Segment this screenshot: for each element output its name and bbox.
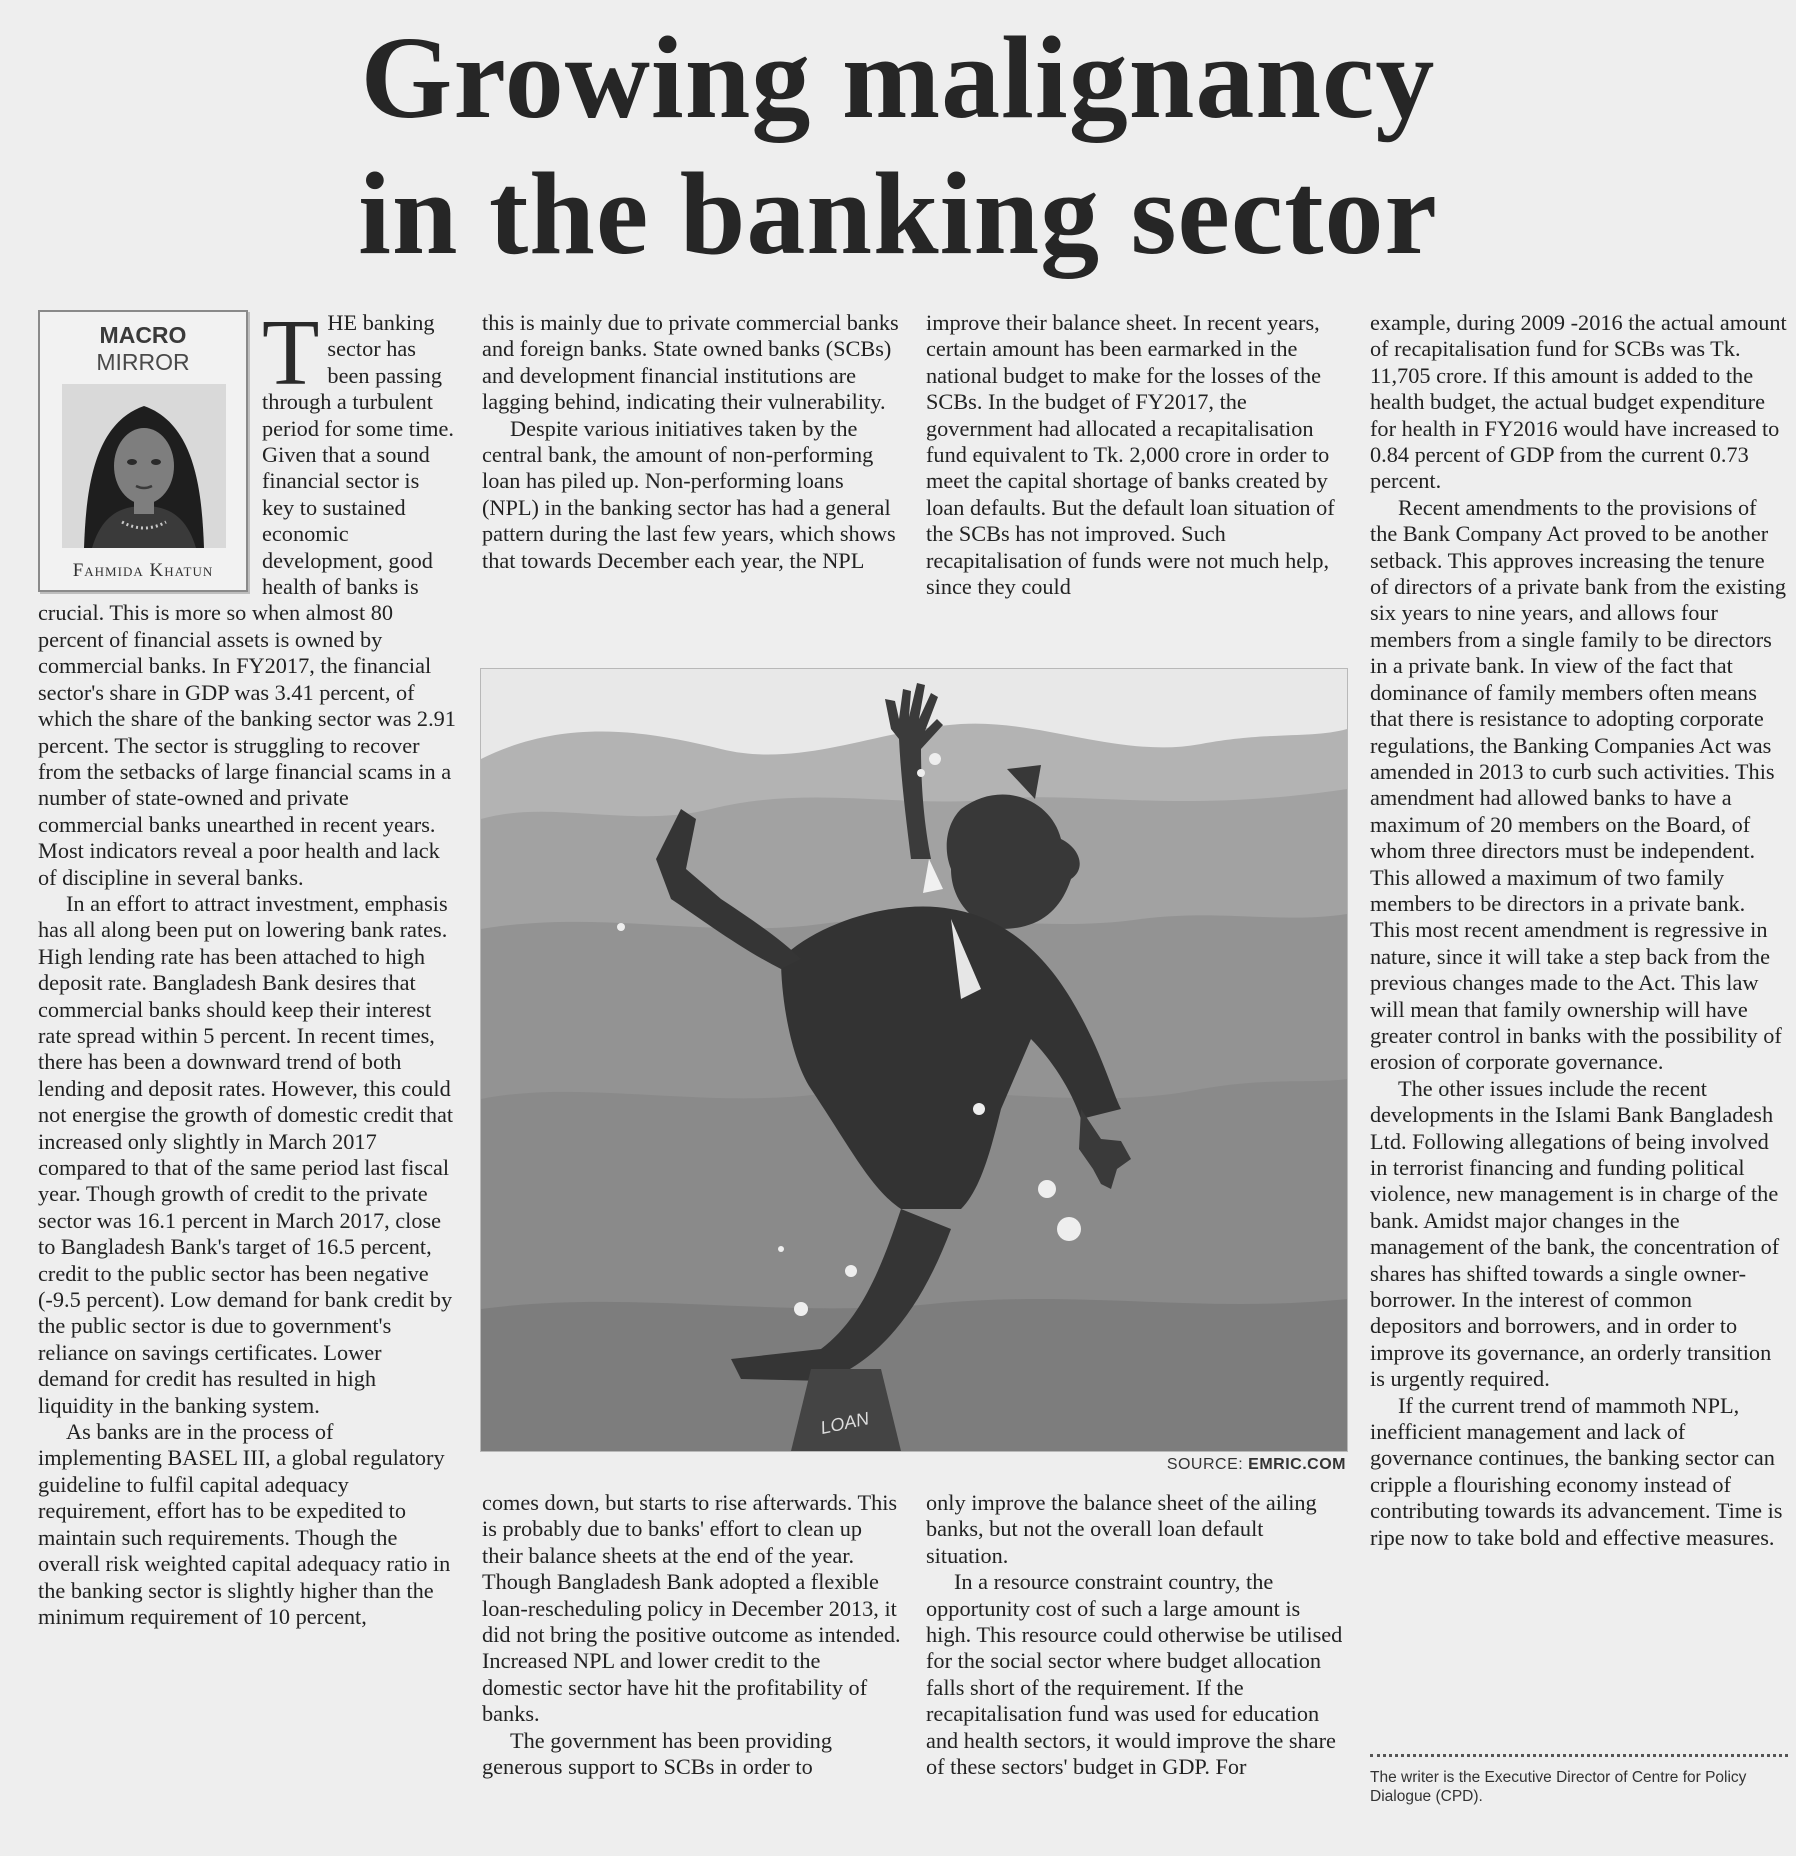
article-paragraph: Recent amendments to the provisions of the Bank Company Act proved to be another setback. This approves increasing the tenure of directors of a private bank from the existing six years to nine years, and allows four members from a single family to be directors in a private bank. In view of the fact that dominance of family members often means that there is resistance to adopting corporate regulations, the Banking Companies Act was amended in 2013 to curb such activities. This amendment had allowed banks to have a maximum of 20 members on the Board, of whom three directors must be independent. This allowed a maximum of two family members to be directors in a private bank. This most recent amendment is regressive in nature, since it will take a step back from the previous changes made to the Act. This law will mean that family ownership will have greater control in banks with the possibility of erosion of corporate governance. — [1370, 494, 1787, 1075]
headline-line-2: in the banking sector — [358, 148, 1438, 279]
article-paragraph: comes down, but starts to rise afterwards. This is probably due to banks' effort to clean up their balance sheets at the end of the year. Though Bangladesh Bank adopted a flexible loan-rescheduling policy in December 2013, it did not bring the positive outcome as intended. Increased NPL and lower credit to the domestic sector have hit the profitability of banks. — [482, 1490, 901, 1727]
author-name: Fahmida Khatun — [72, 559, 214, 581]
source-name: EMRIC.COM — [1248, 1456, 1346, 1473]
article-paragraph: improve their balance sheet. In recent years, certain amount has been earmarked in the national budget to make for the losses of the SCBs. In the budget of FY2017, the government had allocated a recapitalisation fund equivalent to Tk. 2,000 crore in order to meet the capital shortage of banks created by loan defaults. But the default loan situation of the SCBs has not improved. Such recapitalisation of funds were not much help, since they could — [926, 310, 1335, 600]
article-paragraph: As banks are in the process of implementing BASEL III, a global regulatory guideline to fulfil capital adequacy requirement, effort has to be expedited to maintain such requirements. Though the overall risk weighted capital adequacy ratio in the banking sector is slightly higher than the minimum requirement of 10 percent, — [38, 1419, 451, 1629]
article-paragraph: Despite various initiatives taken by the central bank, the amount of non-performing loan has piled up. Non-performing loans (NPL) in the banking sector has had a general pattern during the last few years, which shows that towards December each year, the NPL — [482, 415, 896, 573]
loan-weight-label: LOAN — [818, 1408, 871, 1439]
headline-line-1: Growing malignancy — [360, 12, 1436, 143]
source-label: SOURCE: — [1166, 1456, 1244, 1473]
column-badge — [38, 310, 248, 592]
column-badge-subtitle: MIRROR — [96, 349, 190, 375]
author-footnote: The writer is the Executive Director of Centre for Policy Dialogue (CPD). — [1370, 1769, 1747, 1805]
article-paragraph: If the current trend of mammoth NPL, inefficient management and lack of governance continues, the banking sector can cripple a flourishing economy instead of contributing towards its advancement. Time is ripe now to take bold and effective measures. — [1370, 1392, 1783, 1550]
author-portrait — [62, 384, 226, 548]
article-paragraph: In an effort to attract investment, emphasis has all along been put on lowering bank rates. High lending rate has been attached to high deposit rate. Bangladesh Bank desires that commercial banks should keep their interest rate spread within 5 percent. In recent times, there has been a downward trend of both lending and deposit rates. However, this could not energise the growth of domestic credit that increased only slightly in March 2017 compared to that of the same period last fiscal year. Though growth of credit to the private sector was 16.1 percent in March 2017, close to Bangladesh Bank's target of 16.5 percent, credit to the public sector has been negative (-9.5 percent). Low demand for bank credit by the public sector is due to government's reliance on savings certificates. Lower demand for credit has resulted in high liquidity in the banking system. — [38, 890, 454, 1418]
drop-cap: T — [262, 301, 320, 405]
drowning-man-illustration — [480, 668, 1348, 1452]
column-3-top — [926, 310, 1346, 600]
column-1 — [38, 301, 456, 1630]
footnote-divider — [1370, 1754, 1788, 1757]
article-paragraph: The other issues include the recent developments in the Islami Bank Bangladesh Ltd. Following allegations of being involved in terrorist financing and funding political violence, new management is in charge of the bank. Amidst major changes in the management of the bank, the concentration of shares has shifted towards a single owner-borrower. In the interest of common depositors and borrowers, and in order to improve its governance, an orderly transition is urgently required. — [1370, 1075, 1780, 1392]
paragraph-text: HE banking sector has been passing through a turbulent period for some time. Given that a sound financial sector is key to sustained economic development, good health of banks is crucial. This is more so when almost 80 percent of financial assets is owned by commercial banks. In FY2017, the financial sector's share in GDP was 3.41 percent, of which the share of the banking sector was 2.91 percent. The sector is struggling to recover from the setbacks of large financial scams in a number of state-owned and private commercial banks unearthed in recent years. Most indicators reveal a poor health and lack of discipline in several banks. — [38, 310, 456, 890]
column-badge-title: MACRO — [99, 322, 187, 348]
column-3-bottom — [926, 1490, 1346, 1780]
headline — [0, 10, 1796, 282]
column-4 — [1370, 310, 1788, 1551]
article-paragraph: only improve the balance sheet of the ailing banks, but not the overall loan default situation. — [926, 1490, 1317, 1568]
column-2-top — [482, 310, 902, 574]
column-2-bottom — [482, 1490, 902, 1780]
article-paragraph: The government has been providing generous support to SCBs in order to — [482, 1727, 832, 1780]
article-paragraph: example, during 2009 -2016 the actual amount of recapitalisation fund for SCBs was Tk. 11,705 crore. If this amount is added to the health budget, the actual budget expenditure for health in FY2016 would have increased to 0.84 percent of GDP from the current 0.73 percent. — [1370, 310, 1787, 494]
article-paragraph: In a resource constraint country, the opportunity cost of such a large amount is high. This resource could otherwise be utilised for the social sector where budget allocation falls short of the requirement. If the recapitalisation fund was used for education and health sectors, it would improve the share of these sectors' budget in GDP. For — [926, 1569, 1343, 1780]
image-source-credit — [1000, 1456, 1346, 1474]
article-paragraph: this is mainly due to private commercial banks and foreign banks. State owned banks (SCBs) and development financial institutions are lagging behind, indicating their vulnerability. — [482, 310, 899, 415]
